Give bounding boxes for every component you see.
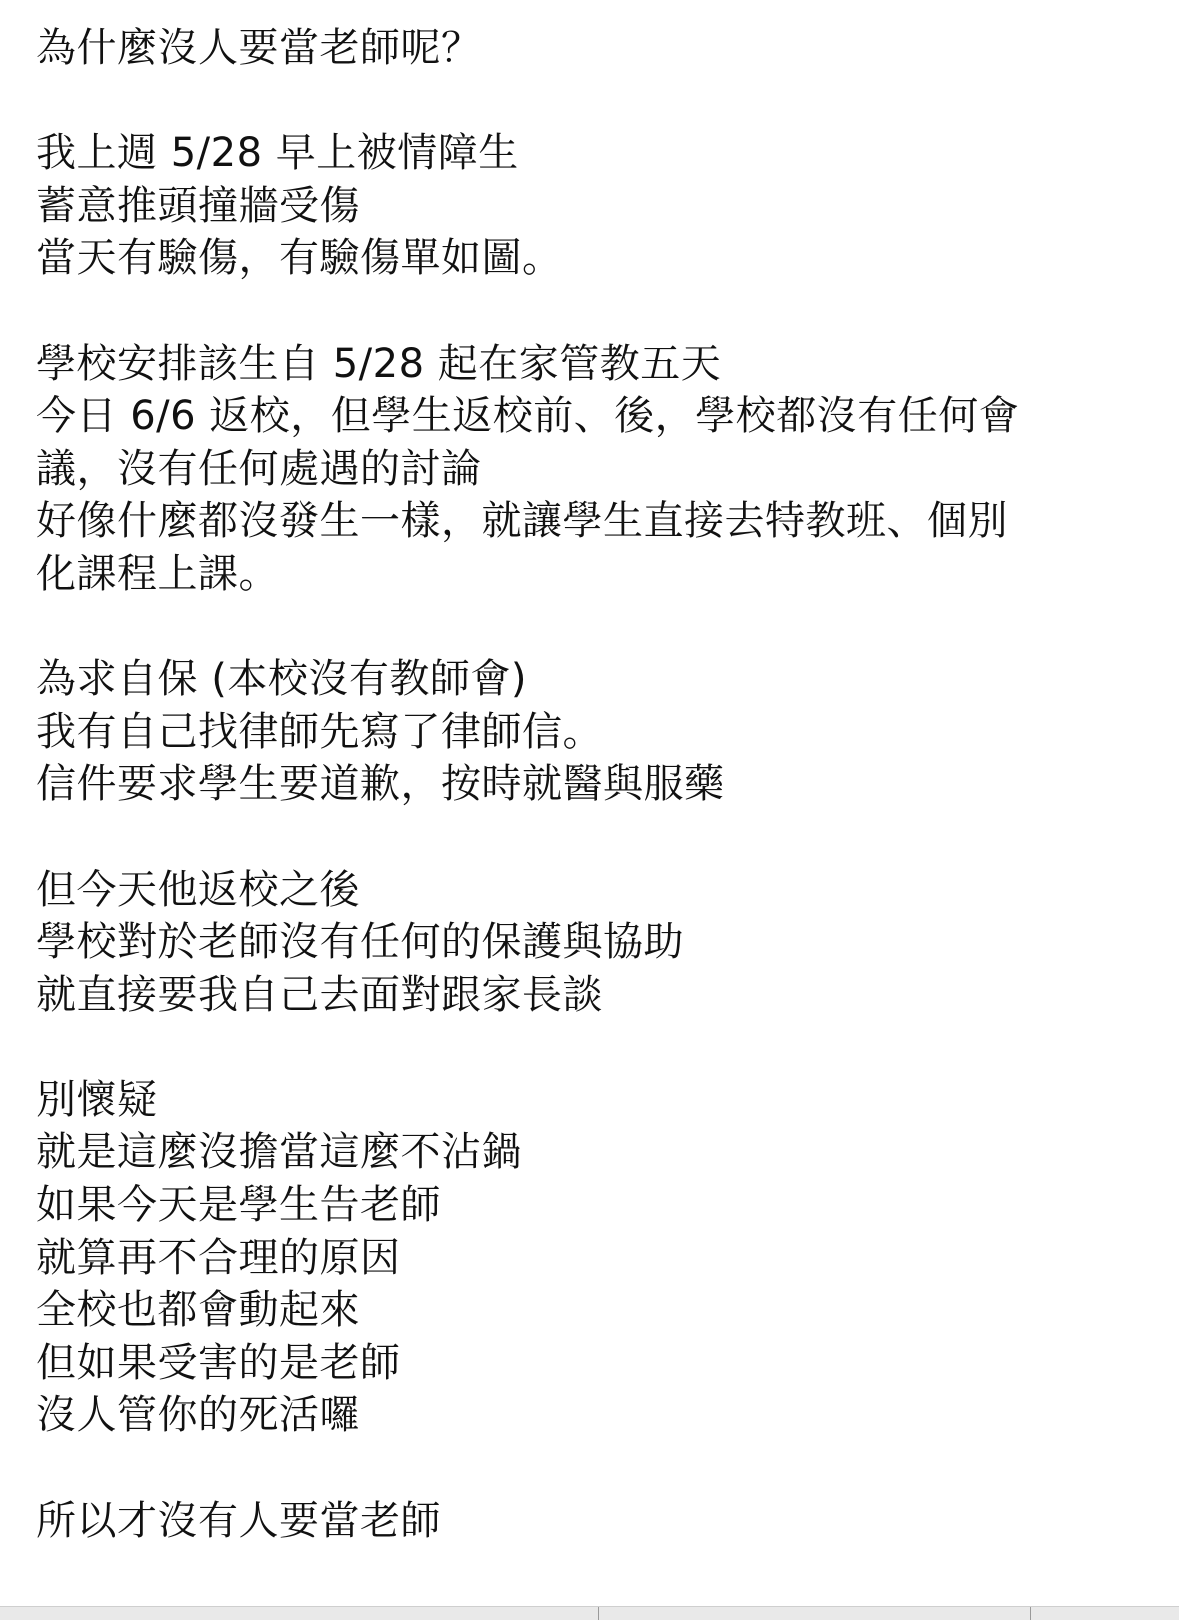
paragraph-gap: [36, 811, 1146, 864]
post-text: [36, 22, 1146, 1547]
paragraph-gap: [36, 75, 1146, 128]
paragraph-incident: [36, 127, 1146, 285]
text-line: 沒人管你的死活囉: [36, 1392, 360, 1439]
text-line: 就直接要我自己去面對跟家長談: [36, 971, 603, 1018]
text-line: 但今天他返校之後: [36, 866, 360, 913]
image-divider: [1030, 1607, 1031, 1620]
text-line: 就算再不合理的原因: [36, 1234, 401, 1281]
closing-line: 所以才沒有人要當老師: [36, 1497, 441, 1544]
text-line: 全校也都會動起來: [36, 1287, 360, 1334]
post-title: 為什麼沒人要當老師呢？: [36, 25, 482, 71]
image-divider: [598, 1607, 599, 1620]
paragraph-complaint: [36, 1074, 1146, 1442]
text-line: 就是這麼沒擔當這麼不沾鍋: [36, 1129, 522, 1176]
text-line: 但如果受害的是老師: [36, 1339, 401, 1386]
text-line: 蓄意推頭撞牆受傷: [36, 182, 360, 229]
attached-image-edge: [0, 1606, 1179, 1620]
text-line: 好像什麼都沒發生一樣，就讓學生直接去特教班、個別: [36, 498, 1008, 545]
text-line: 化課程上課。: [36, 550, 279, 597]
paragraph-gap: [36, 285, 1146, 338]
text-line: 當天有驗傷，有驗傷單如圖。: [36, 235, 563, 282]
paragraph-school-arrangement: [36, 338, 1146, 601]
paragraph-lawyer-letter: [36, 653, 1146, 811]
paragraph-gap: [36, 601, 1146, 654]
text-line: 信件要求學生要道歉，按時就醫與服藥: [36, 761, 725, 808]
text-line: 別懷疑: [36, 1076, 158, 1123]
paragraph-gap: [36, 1021, 1146, 1074]
text-line: 議，沒有任何處遇的討論: [36, 445, 482, 492]
text-line: 我有自己找律師先寫了律師信。: [36, 708, 603, 755]
paragraph-no-support: [36, 864, 1146, 1022]
text-line: 今日 6/6 返校，但學生返校前、後，學校都沒有任何會: [36, 393, 1020, 440]
text-line: 學校安排該生自 5/28 起在家管教五天: [36, 340, 722, 387]
text-line: 學校對於老師沒有任何的保護與協助: [36, 919, 684, 966]
text-line: 為求自保 (本校沒有教師會): [36, 656, 527, 703]
paragraph-gap: [36, 1442, 1146, 1495]
text-line: 如果今天是學生告老師: [36, 1182, 441, 1229]
text-line: 我上週 5/28 早上被情障生: [36, 130, 519, 177]
